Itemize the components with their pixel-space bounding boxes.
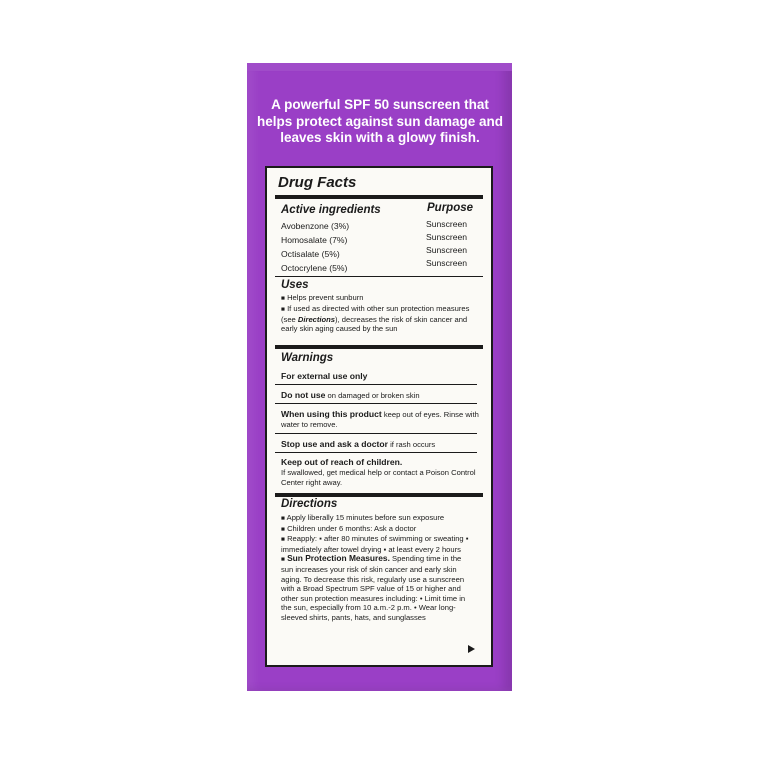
uses-item: ■ If used as directed with other sun protection measures (see Directions), decreases the risk of skin cancer and early skin aging caused by the sun	[281, 303, 470, 334]
ingredient-purpose: Sunscreen	[426, 245, 468, 255]
directions-heading: Directions	[281, 498, 338, 510]
divider-thick	[275, 195, 483, 199]
ingredient-purpose: Sunscreen	[426, 258, 468, 268]
divider-thick	[275, 345, 483, 349]
divider-thick	[275, 493, 483, 497]
divider-thin	[275, 384, 477, 385]
divider-thin	[275, 403, 477, 404]
ingredient-purpose: Sunscreen	[426, 219, 468, 229]
ingredient-name: Octisalate (5%)	[281, 249, 340, 259]
stop-use-warning: Stop use and ask a doctor if rash occurs	[281, 439, 436, 449]
when-using-warning: When using this product keep out of eyes. Rinse with water to remove.	[281, 409, 479, 429]
directions-item: ■ Reapply: ▪ after 80 minutes of swimming or sweating ▪ immediately after towel drying ▪ at least every 2 hours	[281, 534, 469, 554]
divider-thin	[275, 433, 477, 434]
box-top-edge	[247, 63, 512, 71]
ingredient-name: Homosalate (7%)	[281, 235, 348, 245]
directions-item: ■ Children under 6 months: Ask a doctor	[281, 523, 417, 533]
warnings-heading: Warnings	[281, 352, 334, 364]
ingredient-purpose: Sunscreen	[426, 232, 468, 242]
directions-text	[281, 513, 471, 623]
keep-out-warning: Keep out of reach of children. If swallowed, get medical help or contact a Poison Control Center right away.	[281, 457, 476, 487]
ingredient-name: Avobenzone (3%)	[281, 221, 350, 231]
drug-facts-title: Drug Facts	[278, 174, 357, 191]
continue-arrow-icon	[468, 645, 475, 653]
purpose-heading: Purpose	[427, 202, 474, 214]
drug-facts-panel	[265, 166, 493, 667]
product-headline: A powerful SPF 50 sunscreen that helps protect against sun damage and leaves skin with a glowy finish.	[256, 97, 504, 145]
do-not-use-warning: Do not use on damaged or broken skin	[281, 390, 420, 400]
divider-thin	[275, 276, 483, 277]
directions-item: ■ Apply liberally 15 minutes before sun exposure	[281, 513, 445, 522]
uses-heading: Uses	[281, 279, 309, 291]
external-use-warning: For external use only	[281, 371, 368, 381]
active-ingredients-heading: Active ingredients	[281, 204, 381, 216]
uses-text	[281, 293, 481, 334]
sun-protection-measures: ■ Sun Protection Measures. Spending time in the sun increases your risk of skin cancer and early skin aging. To decrease this risk, regularly use a sunscreen with a Broad Spectrum SPF value of 15 or higher and other sun protection measures including: • Limit time in the sun, especially from 10 a.m.-2 p.m. • Wear long-sleeved shirts, pants, hats, and sunglasses	[281, 553, 466, 622]
ingredient-name: Octocrylene (5%)	[281, 263, 348, 273]
uses-item: ■ Helps prevent sunburn	[281, 293, 364, 302]
divider-thin	[275, 452, 477, 453]
